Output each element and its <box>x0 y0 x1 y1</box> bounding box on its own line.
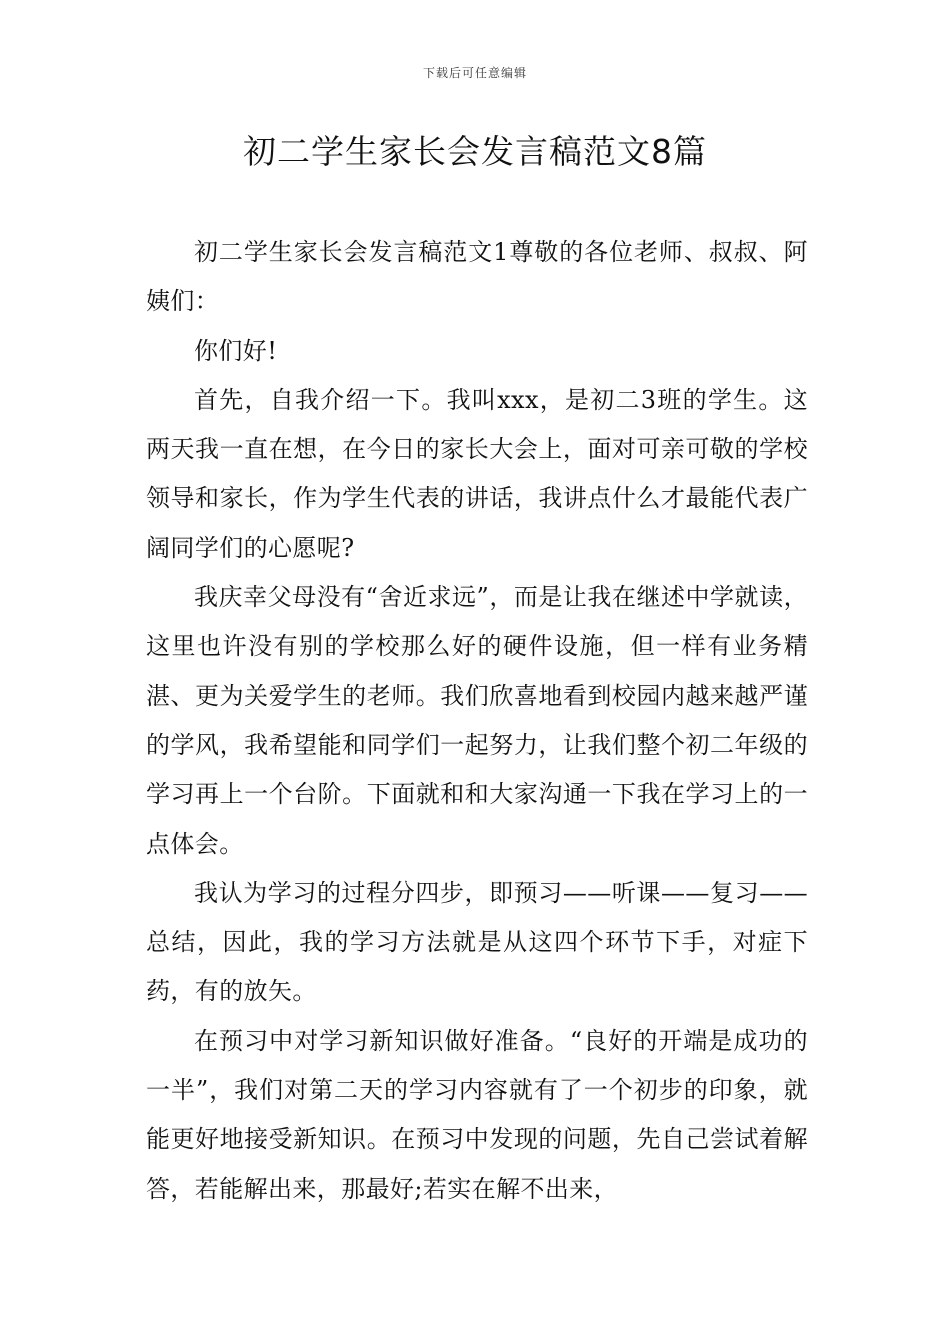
paragraph: 初二学生家长会发言稿范文1尊敬的各位老师、叔叔、阿姨们： <box>146 238 808 316</box>
header-note: 下载后可任意编辑 <box>422 66 527 80</box>
paragraph: 我认为学习的过程分四步，即预习——听课——复习——总结，因此，我的学习方法就是从这四个环节下手，对症下药，有的放矢。 <box>146 878 808 1006</box>
paragraph: 你们好! <box>194 336 278 365</box>
paragraph: 在预习中对学习新知识做好准备。“良好的开端是成功的一半”，我们对第二天的学习内容就有了一个初步的印象，就能更好地接受新知识。在预习中发现的问题，先自己尝试着解答，若能解出来，那最好;若实在解不出来， <box>146 1026 808 1203</box>
paragraph: 我庆幸父母没有“舍近求远”，而是让我在继述中学就读，这里也许没有别的学校那么好的硬件设施，但一样有业务精湛、更为关爱学生的老师。我们欣喜地看到校园内越来越严谨的学风，我希望能和同学们一起努力，让我们整个初二年级的学习再上一个台阶。下面就和和大家沟通一下我在学习上的一点体会。 <box>146 583 808 858</box>
document-title: 初二学生家长会发言稿范文8篇 <box>243 132 707 171</box>
paragraph: 首先，自我介绍一下。我叫xxx，是初二3班的学生。这两天我一直在想，在今日的家长大会上，面对可亲可敬的学校领导和家长，作为学生代表的讲话，我讲点什么才最能代表广阔同学们的心愿呢? <box>146 385 808 562</box>
document-body <box>146 228 808 1214</box>
